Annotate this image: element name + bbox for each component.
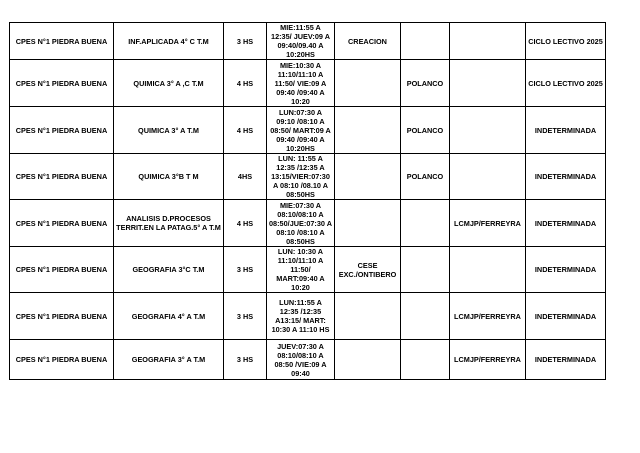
status-cell: CICLO LECTIVO 2025 [526, 60, 606, 107]
subject-cell: GEOGRAFIA 4° A T.M [114, 293, 224, 340]
substitute-cell: LCMJP/FERREYRA [450, 293, 526, 340]
subject-cell: QUIMICA 3° A T.M [114, 107, 224, 154]
table-row [10, 293, 606, 340]
status-cell: CICLO LECTIVO 2025 [526, 23, 606, 60]
holder-cell [401, 293, 450, 340]
table-row [10, 23, 606, 60]
hours-cell: 4 HS [224, 200, 267, 247]
subject-cell: ANALISIS D.PROCESOS TERRIT.EN LA PATAG.5° A T.M [114, 200, 224, 247]
table-row [10, 340, 606, 380]
schedule-cell: LUN:07:30 A 09:10 /08:10 A 08:50/ MART:09 A 09:40 /09:40 A 10:20HS [267, 107, 335, 154]
holder-cell [401, 23, 450, 60]
substitute-cell [450, 23, 526, 60]
substitute-cell [450, 107, 526, 154]
subject-cell: QUIMICA 3°B T M [114, 154, 224, 200]
reason-cell: CREACION [335, 23, 401, 60]
status-cell: INDETERMINADA [526, 107, 606, 154]
hours-cell: 4HS [224, 154, 267, 200]
schedule-cell: MIE:07:30 A 08:10/08:10 A 08:50/JUE:07:30 A 08:10 /08:10 A 08:50HS [267, 200, 335, 247]
institution-cell: CPES N°1 PIEDRA BUENA [10, 340, 114, 380]
hours-cell: 4 HS [224, 60, 267, 107]
subject-cell: GEOGRAFIA 3° A T.M [114, 340, 224, 380]
status-cell: INDETERMINADA [526, 340, 606, 380]
reason-cell [335, 60, 401, 107]
table-row [10, 247, 606, 293]
holder-cell [401, 200, 450, 247]
vacancies-table [9, 22, 606, 380]
institution-cell: CPES N°1 PIEDRA BUENA [10, 23, 114, 60]
holder-cell [401, 247, 450, 293]
hours-cell: 4 HS [224, 107, 267, 154]
subject-cell: GEOGRAFIA 3°C T.M [114, 247, 224, 293]
schedule-cell: LUN:11:55 A 12:35 /12:35 A13:15/ MART: 10:30 A 11:10 HS [267, 293, 335, 340]
holder-cell: POLANCO [401, 107, 450, 154]
table-row [10, 154, 606, 200]
reason-cell [335, 107, 401, 154]
status-cell: INDETERMINADA [526, 154, 606, 200]
reason-cell [335, 340, 401, 380]
reason-cell [335, 200, 401, 247]
substitute-cell [450, 60, 526, 107]
status-cell: INDETERMINADA [526, 247, 606, 293]
reason-cell [335, 293, 401, 340]
schedule-cell: MIE:11:55 A 12:35/ JUEV:09 A 09:40/09.40 A 10:20HS [267, 23, 335, 60]
institution-cell: CPES N°1 PIEDRA BUENA [10, 154, 114, 200]
institution-cell: CPES N°1 PIEDRA BUENA [10, 60, 114, 107]
schedule-cell: LUN: 11:55 A 12:35 /12:35 A 13:15/VIER:07:30 A 08:10 /08.10 A 08:50HS [267, 154, 335, 200]
hours-cell: 3 HS [224, 293, 267, 340]
holder-cell [401, 340, 450, 380]
table-body [10, 23, 606, 380]
hours-cell: 3 HS [224, 340, 267, 380]
document-page [9, 22, 606, 380]
reason-cell [335, 154, 401, 200]
hours-cell: 3 HS [224, 247, 267, 293]
subject-cell: QUIMICA 3° A ,C T.M [114, 60, 224, 107]
schedule-cell: MIE:10:30 A 11:10/11:10 A 11:50/ VIE:09 A 09:40 /09:40 A 10:20 [267, 60, 335, 107]
holder-cell: POLANCO [401, 60, 450, 107]
schedule-cell: LUN: 10:30 A 11:10/11:10 A 11:50/ MART:09:40 A 10:20 [267, 247, 335, 293]
reason-cell: CESE EXC./ONTIBERO [335, 247, 401, 293]
status-cell: INDETERMINADA [526, 293, 606, 340]
substitute-cell [450, 247, 526, 293]
table-row [10, 107, 606, 154]
subject-cell: INF.APLICADA 4° C T.M [114, 23, 224, 60]
holder-cell: POLANCO [401, 154, 450, 200]
institution-cell: CPES N°1 PIEDRA BUENA [10, 107, 114, 154]
table-row [10, 200, 606, 247]
table-row [10, 60, 606, 107]
hours-cell: 3 HS [224, 23, 267, 60]
institution-cell: CPES N°1 PIEDRA BUENA [10, 293, 114, 340]
status-cell: INDETERMINADA [526, 200, 606, 247]
institution-cell: CPES N°1 PIEDRA BUENA [10, 247, 114, 293]
substitute-cell [450, 154, 526, 200]
substitute-cell: LCMJP/FERREYRA [450, 200, 526, 247]
institution-cell: CPES N°1 PIEDRA BUENA [10, 200, 114, 247]
schedule-cell: JUEV:07:30 A 08:10/08:10 A 08:50 /VIE:09 A 09:40 [267, 340, 335, 380]
substitute-cell: LCMJP/FERREYRA [450, 340, 526, 380]
